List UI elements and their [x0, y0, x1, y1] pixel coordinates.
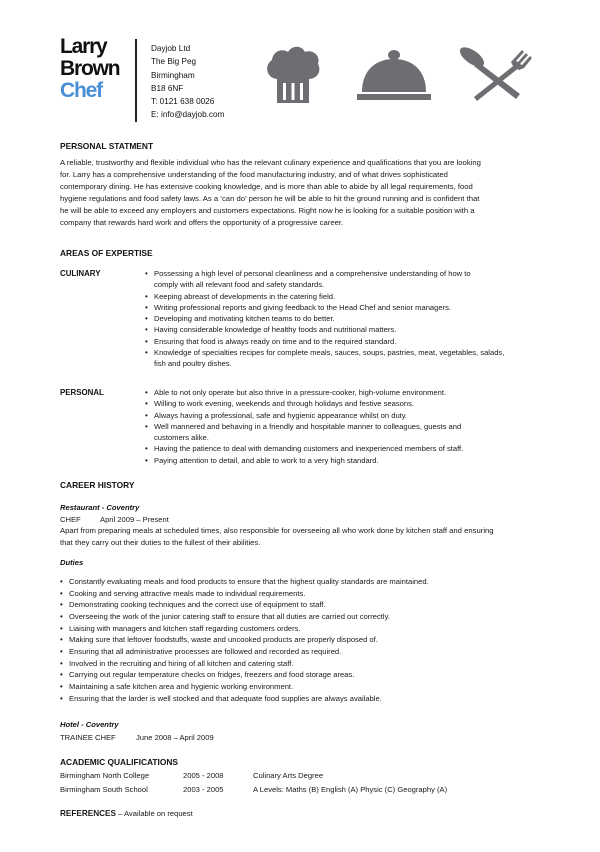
list-item-text: Maintaining a safe kitchen area and hygienic working environment. [69, 681, 294, 691]
list-item [145, 291, 504, 302]
list-item-text: Writing professional reports and giving feedback to the Head Chef and senior managers. [154, 302, 452, 312]
list-item-text: Paying attention to detail, and able to work to a very high standard. [154, 455, 379, 465]
job1-place: Restaurant - Coventry [60, 503, 140, 512]
statement-line: contemporary dining. He has extensive cooking knowledge, and is more than able to abide by all legal requirements, food [60, 182, 473, 192]
culinary-label: CULINARY [60, 269, 101, 278]
name-block [60, 36, 126, 102]
list-item [60, 599, 429, 611]
job2-role: TRAINEE CHEF [60, 733, 116, 742]
qualification: A Levels: Maths (B) English (A) Physic (C) Geography (A) [253, 785, 448, 794]
address-company: Dayjob Ltd [151, 44, 191, 53]
duties-heading: Duties [60, 558, 84, 567]
list-item-text: Ensuring that the larder is well stocked and that adequate food supplies are always available. [69, 693, 382, 703]
list-item-text: Overseeing the work of the junior catering staff to ensure that all duties are carried out correctly. [69, 611, 390, 621]
statement-line: A reliable, trustworthy and flexible individual who has the relevant culinary experience and qualifications that you are looking [60, 158, 481, 167]
list-item-text: Liaising with managers and kitchen staff regarding customers orders. [69, 623, 301, 633]
list-item-text: Having the patience to deal with demanding customers and inexperienced members of staff. [154, 444, 464, 454]
list-item [145, 410, 463, 421]
statement-line: company that rewards hard work and offers the opportunity of a progressive career. [60, 218, 344, 228]
list-item-text: Ensuring that food is always ready on time and to the required standard. [154, 336, 397, 346]
list-item-text: Cooking and serving attractive meals made to individual requirements. [69, 588, 306, 598]
job2-dates: June 2008 – April 2009 [136, 733, 214, 742]
school-years: 2005 - 2008 [183, 771, 224, 780]
list-item-text: Always having a professional, safe and hygienic appearance whilst on duty. [154, 410, 408, 420]
school-name: Birmingham North College [60, 771, 150, 780]
list-item-text: Keeping abreast of developments in the catering field. [154, 291, 336, 301]
culinary-list [145, 268, 504, 370]
references-line [60, 809, 193, 818]
address-city: Birmingham [151, 70, 195, 80]
list-item-text: Making sure that leftover foodstuffs, waste and uncooked products are properly disposed of. [69, 635, 378, 645]
list-item [60, 681, 429, 693]
statement-line: for. Larry has a comprehensive understanding of the food manufacturing industry, and of what drives sophisticated [60, 170, 448, 180]
duties-list [60, 576, 429, 704]
personal-statement-text [60, 157, 545, 230]
crossed-spoon-fork-icon [458, 45, 538, 105]
chef-hat-icon [264, 43, 322, 105]
list-item [145, 302, 504, 313]
list-item [60, 646, 429, 658]
list-item [145, 324, 504, 335]
job2-place: Hotel - Coventry [60, 720, 119, 729]
list-item-text: Able to not only operate but also thrive in a pressure-cooker, high-volume environment. [154, 388, 447, 397]
list-item-text: Demonstrating cooking techniques and the correct use of equipment to staff. [69, 600, 326, 610]
expertise-heading: AREAS OF EXPERTISE [60, 248, 153, 258]
list-item [60, 576, 429, 588]
list-item [145, 268, 504, 291]
list-item [145, 455, 463, 466]
contact-phone: T: 0121 638 0026 [151, 97, 215, 107]
job1-description [60, 525, 545, 548]
list-item [60, 611, 429, 623]
list-item-text: Constantly evaluating meals and food products to ensure that the highest quality standards are maintained. [69, 577, 429, 586]
school-years: 2003 - 2005 [183, 785, 224, 794]
statement-line: he will be able to exceed any employers and customers expectations. Right now he is looking for a suitable position with a [60, 206, 475, 216]
list-item-text: Involved in the recruiting and hiring of all kitchen and catering staff. [69, 658, 294, 668]
first-name: Larry [60, 35, 107, 58]
list-item [60, 588, 429, 600]
address-street: The Big Peg [151, 57, 197, 67]
personal-statement-heading: PERSONAL STATMENT [60, 141, 154, 151]
address-postcode: B18 6NF [151, 83, 184, 93]
list-item-text: Ensuring that all administrative processes are followed and recorded as required. [69, 646, 342, 656]
personal-list [145, 387, 463, 466]
personal-label: PERSONAL [60, 388, 104, 397]
references-heading: REFERENCES [60, 809, 116, 818]
statement-line: hygiene regulations and food safety laws. As a ‘can do’ person he will be able to hit the ground running and is confident that [60, 194, 480, 204]
job-role: Chef [60, 79, 102, 102]
last-name: Brown [60, 57, 120, 80]
contact-email: E: info@dayjob.com [151, 110, 225, 120]
school-name: Birmingham South School [60, 785, 148, 794]
list-item [145, 347, 504, 370]
list-item [60, 669, 429, 681]
list-item [60, 623, 429, 635]
serving-cloche-icon [356, 48, 432, 104]
list-item-text: Possessing a high level of personal cleanliness and a comprehensive understanding of how to comply with all relevant food and safety standards. [154, 269, 471, 290]
qualification: Culinary Arts Degree [253, 771, 324, 780]
references-text: – Available on request [118, 809, 193, 818]
career-heading: CAREER HISTORY [60, 480, 135, 490]
list-item-text: Carrying out regular temperature checks on fridges, freezers and food storage areas. [69, 670, 355, 680]
list-item [145, 387, 463, 398]
list-item [60, 658, 429, 670]
list-item [145, 443, 463, 454]
list-item [145, 336, 504, 347]
contact-address [151, 42, 224, 122]
header-divider [135, 39, 137, 122]
description-line: Apart from preparing meals at scheduled times, also responsible for overseeing all who work done by kitchen staff and ensuring [60, 526, 494, 535]
list-item-text: Knowledge of specialties recipes for complete meals, sauces, soups, pastries, meat, vegetables, salads, fish and poultry dishes. [154, 348, 505, 369]
list-item [145, 398, 463, 409]
job1-dates: April 2009 – Present [100, 515, 169, 524]
description-line: that they carry out their duties to the fullest of their abilities. [60, 537, 261, 547]
list-item [60, 634, 429, 646]
job1-role: CHEF [60, 515, 81, 524]
list-item-text: Having considerable knowledge of healthy foods and nutritional matters. [154, 325, 397, 335]
academic-heading: ACADEMIC QUALIFICATIONS [60, 757, 179, 767]
list-item-text: Well mannered and behaving in a friendly and hospitable manner to colleagues, guests and customers alike. [154, 421, 462, 443]
list-item-text: Developing and motivating kitchen teams to do better. [154, 314, 335, 324]
list-item [145, 421, 463, 444]
list-item [145, 313, 504, 324]
list-item-text: Willing to work evening, weekends and through holidays and festive seasons. [154, 399, 415, 409]
list-item [60, 693, 429, 705]
